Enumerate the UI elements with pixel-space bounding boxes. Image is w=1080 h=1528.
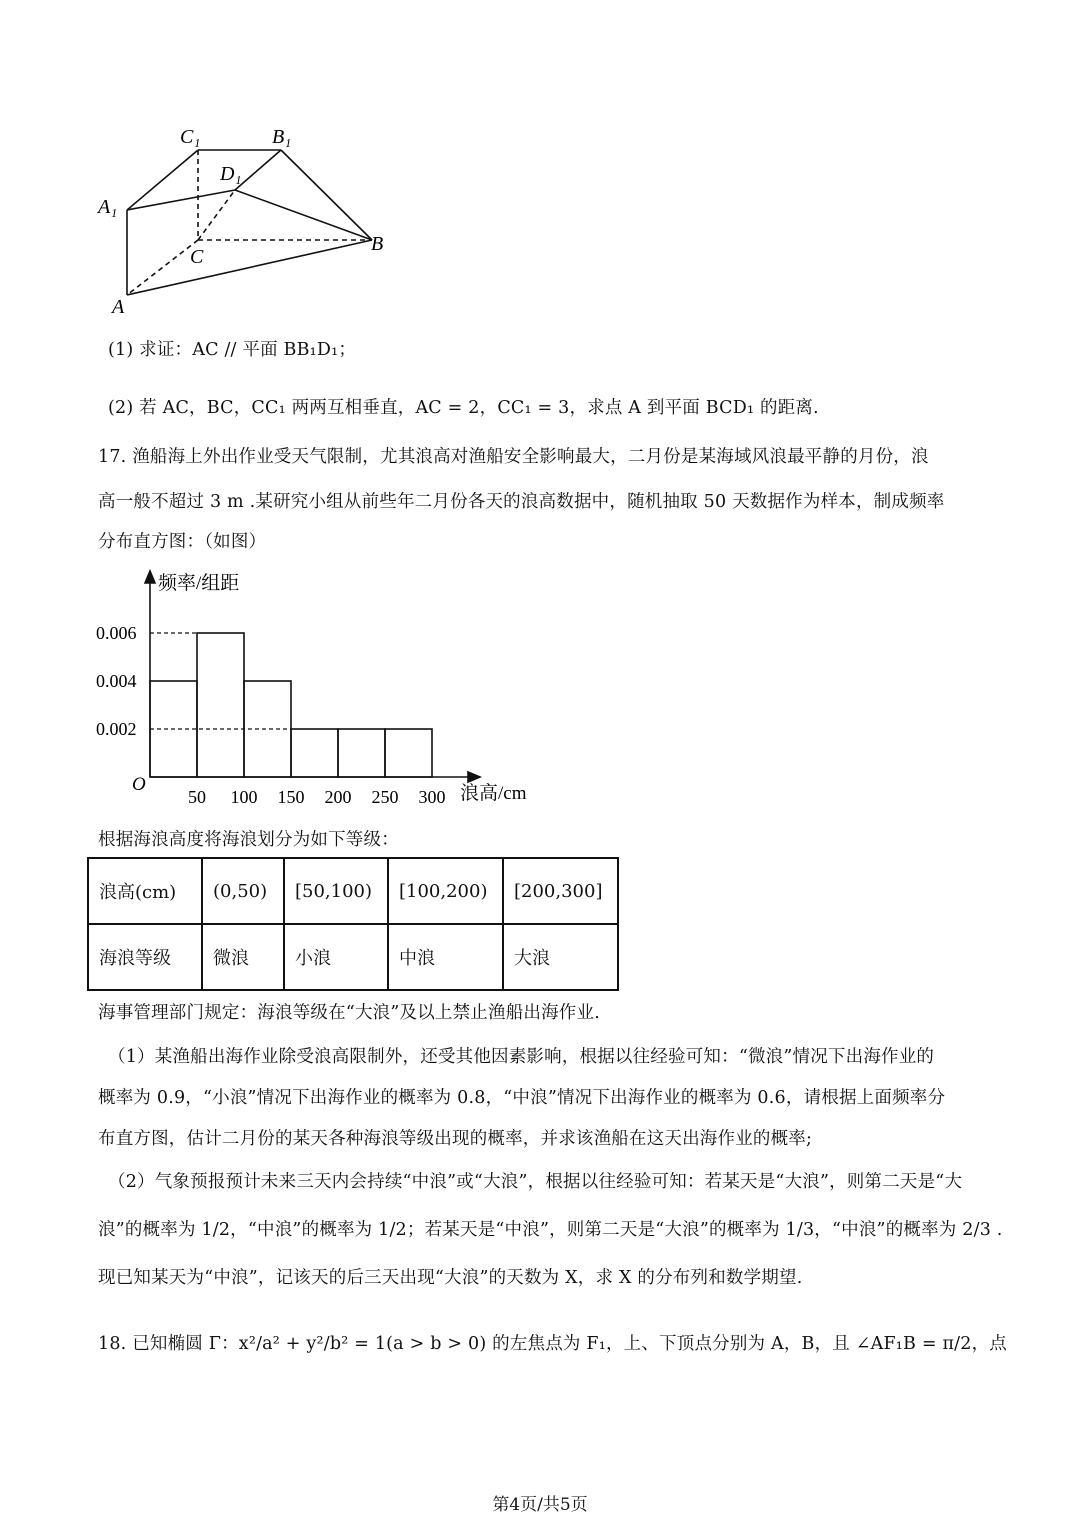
q17-p2-line1: （2）气象预报预计未来三天内会持续“中浪”或“大浪”，根据以往经验可知：若某天是“大浪”，则第二天是“大	[108, 1172, 963, 1192]
y-axis-label: 频率/组距	[158, 573, 240, 594]
q17-grade-intro: 根据海浪高度将海浪划分为如下等级：	[98, 830, 399, 850]
y-tick-label: 0.004	[96, 671, 137, 691]
edge-a1-d1	[127, 190, 235, 210]
q17-p2-line2: 浪”的概率为 1/2，“中浪”的概率为 1/2；若某天是“中浪”，则第二天是“大浪”的概率为 1/3，“中浪”的概率为 2/3 .	[98, 1220, 1003, 1240]
table-cell: [100,200)	[388, 858, 503, 924]
y-axis-arrow	[145, 571, 155, 583]
edge-c-d1	[198, 190, 235, 240]
wave-level-table	[87, 857, 619, 991]
q17-intro-line3: 分布直方图：（如图）	[98, 532, 267, 552]
table-cell: 浪高(cm)	[88, 858, 202, 924]
x-tick-label: 300	[418, 787, 446, 807]
table-cell: 小浪	[284, 924, 388, 990]
q17-intro-line1: 17. 渔船海上外出作业受天气限制，尤其浪高对渔船安全影响最大，二月份是某海域风浪最平静的月份，浪	[98, 447, 929, 467]
label-d1: D₁	[220, 163, 242, 185]
label-c1: C₁	[180, 126, 201, 148]
x-tick-label: 100	[230, 787, 258, 807]
label-b1: B₁	[272, 126, 292, 148]
table-cell: 微浪	[202, 924, 284, 990]
q17-p2-line3: 现已知某天为“中浪”，记该天的后三天出现“大浪”的天数为 X，求 X 的分布列和数学期望.	[98, 1268, 803, 1288]
label-a1: A₁	[98, 196, 118, 218]
histogram-bar	[197, 633, 244, 777]
x-axis-arrow	[468, 772, 480, 782]
table-cell: 海浪等级	[88, 924, 202, 990]
edge-a-b	[127, 240, 372, 295]
q16-part2: (2) 若 AC，BC，CC₁ 两两互相垂直，AC = 2，CC₁ = 3，求点 A 到平面 BCD₁ 的距离.	[108, 398, 819, 418]
x-tick-label: 50	[188, 787, 206, 807]
y-tick-label: 0.002	[96, 719, 137, 739]
edge-d1-b1	[235, 150, 281, 190]
x-tick-label: 200	[324, 787, 352, 807]
table-row	[88, 924, 618, 990]
edge-a1-c1	[127, 150, 198, 210]
label-c: C	[190, 246, 204, 268]
prism-figure	[90, 115, 410, 320]
q17-p1-line3: 布直方图，估计二月份的某天各种海浪等级出现的概率，并求该渔船在这天出海作业的概率;	[98, 1129, 813, 1149]
origin-label: O	[132, 774, 146, 795]
table-row	[88, 858, 618, 924]
label-b: B	[371, 233, 384, 255]
frequency-histogram	[90, 565, 550, 810]
q17-rule: 海事管理部门规定：海浪等级在“大浪”及以上禁止渔船出海作业.	[98, 1003, 600, 1023]
x-tick-label: 250	[371, 787, 399, 807]
table-cell: [200,300]	[503, 858, 618, 924]
x-axis-label: 浪高/cm	[460, 783, 527, 804]
table-cell: [50,100)	[284, 858, 388, 924]
page-footer: 第4页/共5页	[492, 1495, 588, 1515]
edge-b1-b	[281, 150, 372, 240]
label-a: A	[112, 296, 125, 318]
q17-p1-line2: 概率为 0.9，“小浪”情况下出海作业的概率为 0.8，“中浪”情况下出海作业的概率为 0.6，请根据上面频率分	[98, 1088, 946, 1108]
q17-intro-line2: 高一般不超过 3 m .某研究小组从前些年二月份各天的浪高数据中，随机抽取 50 天数据作为样本，制成频率	[98, 492, 945, 512]
x-tick-label: 150	[277, 787, 305, 807]
table-cell: (0,50)	[202, 858, 284, 924]
y-tick-label: 0.006	[96, 623, 137, 643]
q17-p1-line1: （1）某渔船出海作业除受浪高限制外，还受其他因素影响，根据以往经验可知：“微浪”情况下出海作业的	[108, 1047, 935, 1067]
table-cell: 中浪	[388, 924, 503, 990]
q18-line1: 18. 已知椭圆 Γ：x²/a² + y²/b² = 1(a > b > 0) 的左焦点为 F₁，上、下顶点分别为 A，B，且 ∠AF₁B = π/2，点	[98, 1334, 1008, 1354]
histogram-bar	[338, 729, 385, 777]
table-cell: 大浪	[503, 924, 618, 990]
edge-d1-b	[235, 190, 372, 240]
q16-part1: (1) 求证：AC // 平面 BB₁D₁；	[108, 340, 357, 360]
histogram-bar	[291, 729, 338, 777]
histogram-bar	[385, 729, 432, 777]
